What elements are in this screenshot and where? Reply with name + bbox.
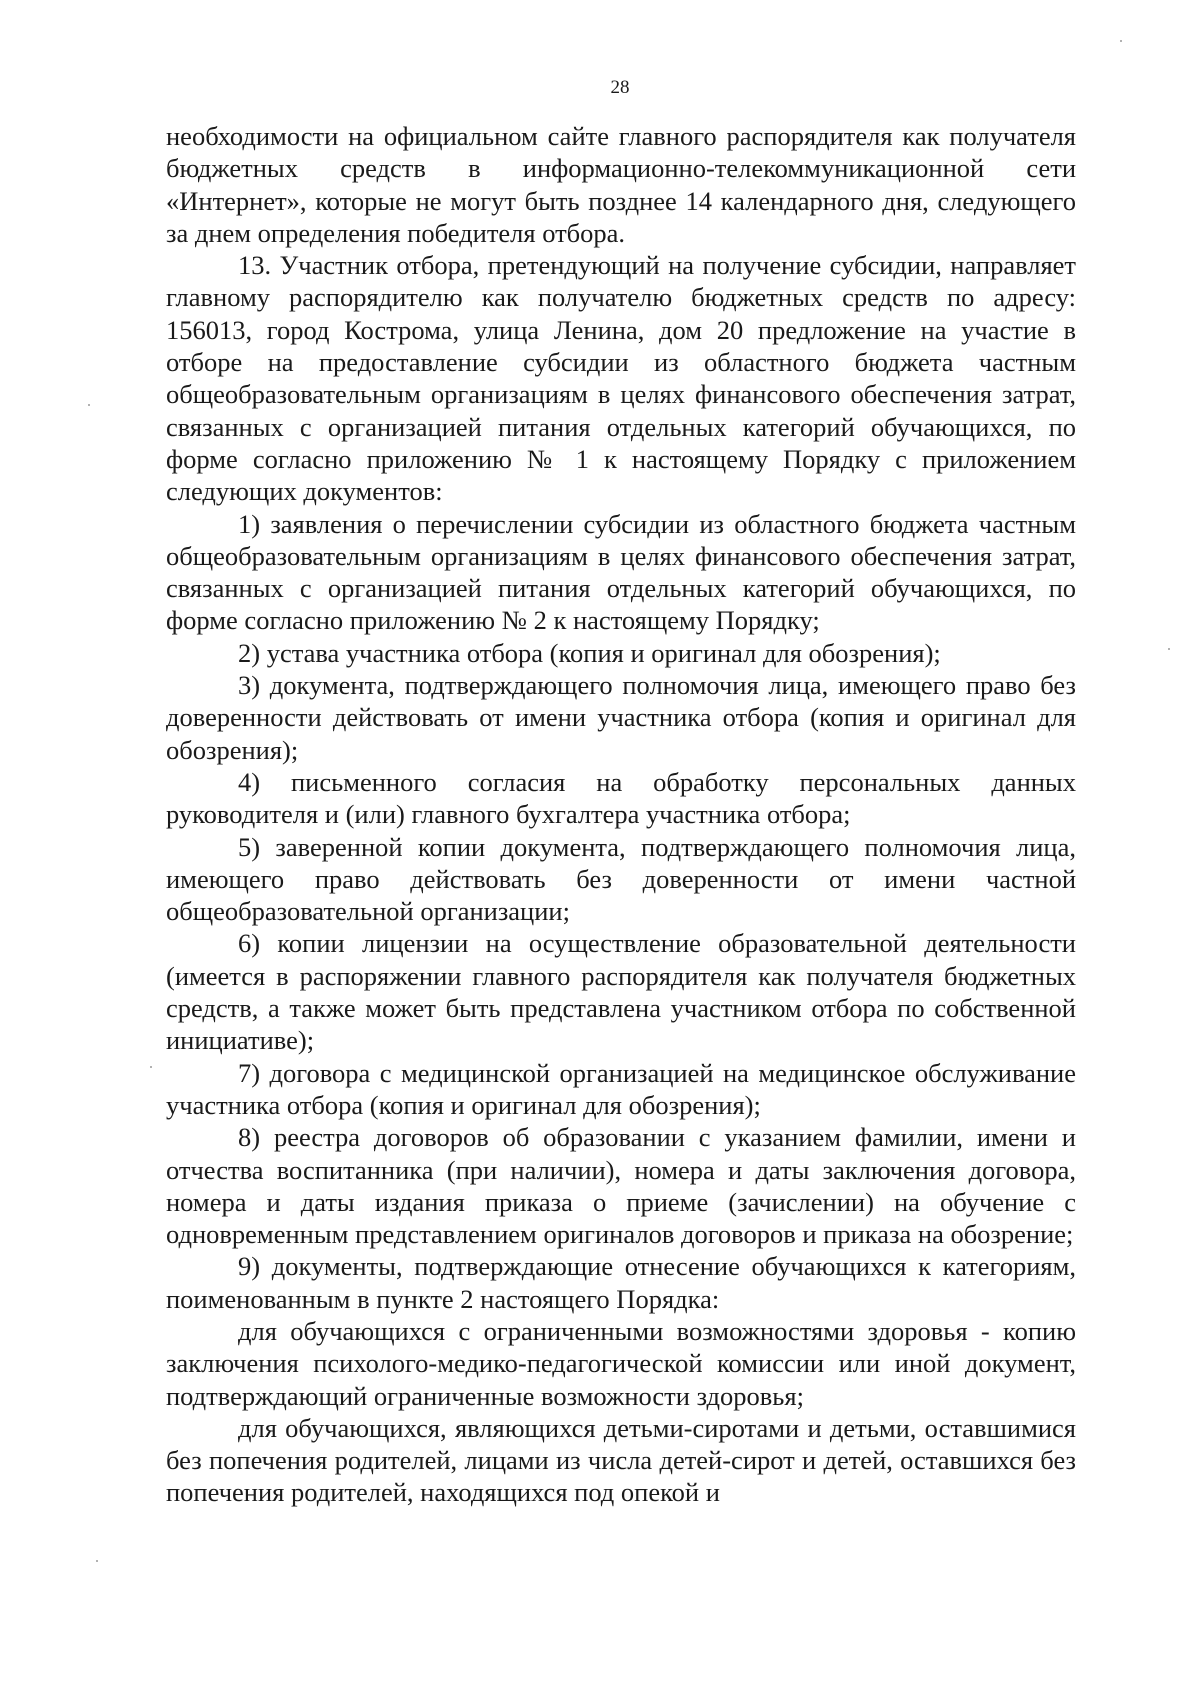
document-body xyxy=(166,120,1076,1509)
paragraph-continuation: необходимости на официальном сайте главного распорядителя как получателя бюджетных средств в информационно-телекоммуникационной сети «Интернет», которые не могут быть позднее 14 календарного дня, следующего за днем определения победителя отбора. xyxy=(166,121,1076,248)
list-item-8: 8) реестра договоров об образовании с указанием фамилии, имени и отчества воспитанника (при наличии), номера и даты заключения договора, номера и даты издания приказа о приеме (зачислении) на обучение с одновременным представлением оригиналов договоров и приказа на обозрение; xyxy=(166,1122,1076,1250)
list-item-5: 5) заверенной копии документа, подтверждающего полномочия лица, имеющего право действовать без доверенности от имени частной общеобразовательной организации; xyxy=(166,831,1076,927)
list-item-3: 3) документа, подтверждающего полномочия лица, имеющего право без доверенности действовать от имени участника отбора (копия и оригинал для обозрения); xyxy=(166,670,1076,765)
scan-speck xyxy=(96,1560,98,1562)
paragraph-item-13: 13. Участник отбора, претендующий на получение субсидии, направляет главному распорядителю как получателю бюджетных средств по адресу: 156013, город Кострома, улица Ленина, дом 20 предложение на участие в отборе на предоставление субсидии из областного бюджета частным общеобразовательным организациям в целях финансового обеспечения затрат, связанных с организацией питания отдельных категорий обучающихся, по форме согласно приложению № 1 к настоящему Порядку с приложением следующих документов: xyxy=(166,250,1076,507)
list-item-7: 7) договора с медицинской организацией на медицинское обслуживание участника отбора (копия и оригинал для обозрения); xyxy=(166,1057,1076,1120)
scan-speck xyxy=(1120,40,1122,42)
page-number: 28 xyxy=(610,77,630,98)
sub-item-orphans: для обучающихся, являющихся детьми-сиротами и детьми, оставшимися без попечения родителей, лицами из числа детей-сирот и детей, оставшихся без попечения родителей, находящихся под опекой и xyxy=(166,1412,1076,1508)
list-item-4: 4) письменного согласия на обработку персональных данных руководителя и (или) главного бухгалтера участника отбора; xyxy=(166,766,1076,830)
list-item-2: 2) устава участника отбора (копия и оригинал для обозрения); xyxy=(238,637,941,668)
scan-speck xyxy=(88,404,90,406)
list-item-1: 1) заявления о перечислении субсидии из областного бюджета частным общеобразовательным организациям в целях финансового обеспечения затрат, связанных с организацией питания отдельных категорий обучающихся, по форме согласно приложению № 2 к настоящему Порядку; xyxy=(166,508,1076,636)
list-item-6: 6) копии лицензии на осуществление образовательной деятельности (имеется в распоряжении главного распорядителя как получателя бюджетных средств, а также может быть представлена участником отбора по собственной инициативе); xyxy=(166,928,1076,1056)
sub-item-disabilities: для обучающихся с ограниченными возможностями здоровья - копию заключения психолого-медико-педагогической комиссии или иной документ, подтверждающий ограниченные возможности здоровья; xyxy=(166,1315,1076,1411)
scan-speck xyxy=(1168,648,1170,650)
scan-speck xyxy=(150,1066,152,1068)
list-item-9: 9) документы, подтверждающие отнесение обучающихся к категориям, поименованным в пункте 2 настоящего Порядка: xyxy=(166,1251,1076,1314)
